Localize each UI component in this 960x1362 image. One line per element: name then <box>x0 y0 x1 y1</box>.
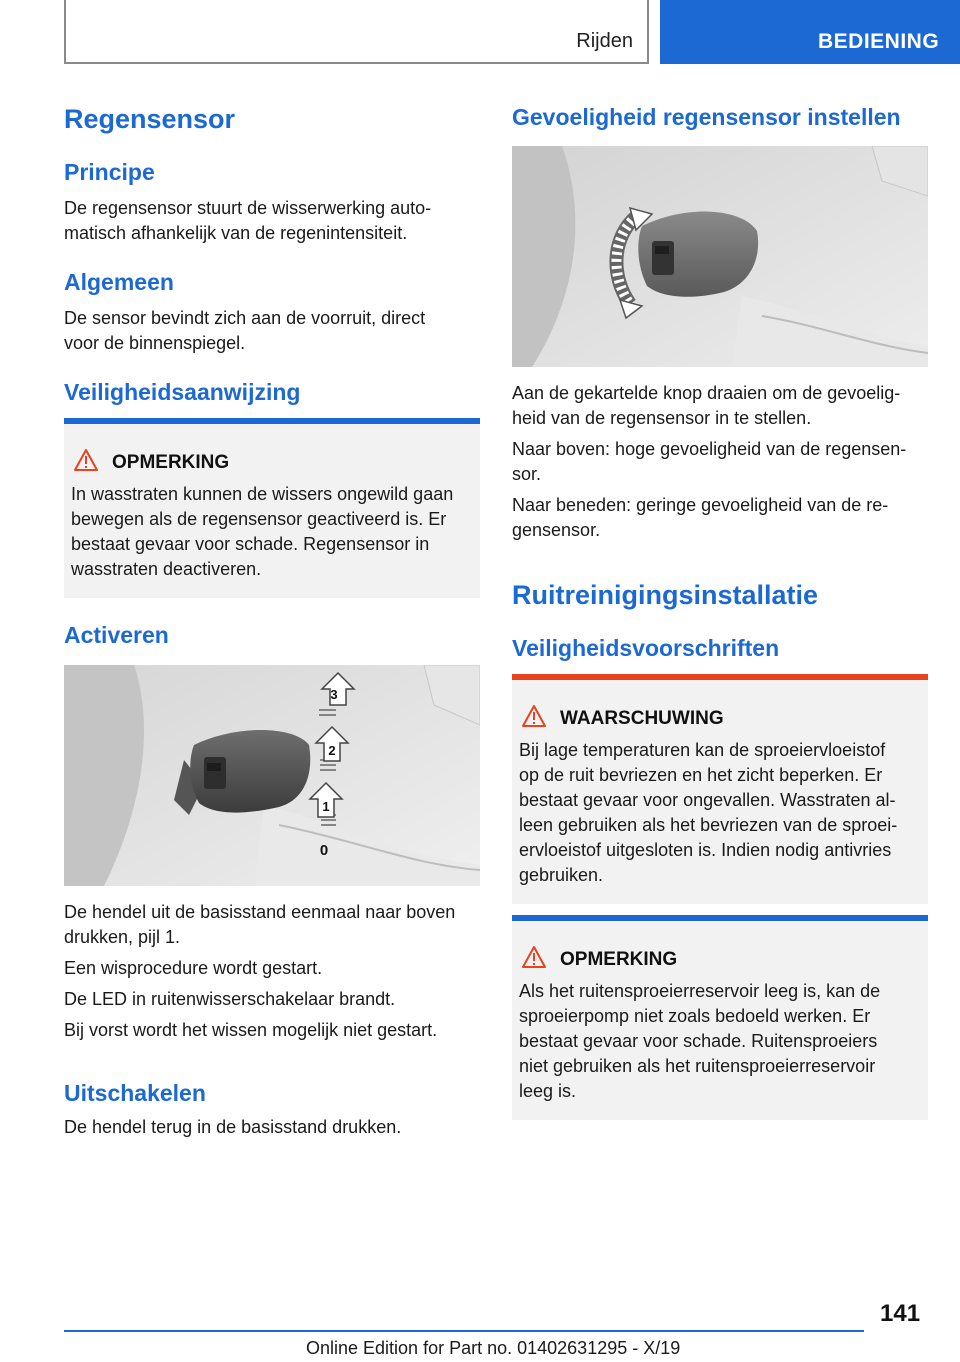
figure-arrow-label-1: 1 <box>322 799 330 814</box>
note-text: Bij lage temperaturen kan de sproeiervloeistof op de ruit bevriezen en het zicht beperken. Er bestaat gevaar voor ongevallen. Wasstraten al- leen gebruiken als het bevriezen van de sproei- ervloeistof uitgesloten is. Indien nodig antivries gebruiken. <box>519 740 898 885</box>
figure-position-label-0: 0 <box>319 842 329 859</box>
text-activeren-4: Bij vorst wordt het wissen mogelijk niet gestart. <box>64 1020 438 1040</box>
heading-uitschakelen: Uitschakelen <box>64 1080 206 1106</box>
section-title-ruitreinigingsinstallatie: Ruitreinigingsinstallatie <box>512 580 819 610</box>
warning-triangle-icon <box>521 945 547 969</box>
knob-illustration <box>512 146 928 367</box>
warning-triangle-icon <box>521 704 547 728</box>
note-label: OPMERKING <box>560 949 678 970</box>
text-activeren-3: De LED in ruitenwisserschakelaar brandt. <box>64 989 396 1009</box>
header-chapter: Rijden <box>576 30 633 52</box>
footer-rule <box>64 1330 864 1332</box>
heading-activeren: Activeren <box>64 622 169 648</box>
note-text: Als het ruitensproeierreservoir leeg is, kan de sproeierpomp niet zoals bedoeld werken. Er bestaat gevaar voor schade. Ruitensproeiers niet gebruiken als het ruitensproeierreservoir leeg is. <box>519 981 881 1101</box>
heading-veiligheidsvoorschriften: Veiligheidsvoorschriften <box>512 635 780 661</box>
text-gevoeligheid-2: Naar boven: hoge gevoeligheid van de regensen- sor. <box>512 439 907 484</box>
footer-edition: Online Edition for Part no. 01402631295 - X/19 <box>306 1338 681 1358</box>
lever-illustration <box>64 665 480 886</box>
header-section-tab: BEDIENING <box>660 0 960 64</box>
text-algemeen: De sensor bevindt zich aan de voorruit, direct voor de binnenspiegel. <box>64 308 426 353</box>
heading-principe: Principe <box>64 159 155 185</box>
page-number: 141 <box>880 1300 921 1327</box>
figure-arrow-label-2: 2 <box>328 743 336 758</box>
note-opmerking-wasstraten <box>64 418 480 598</box>
warning-triangle-icon <box>73 448 99 472</box>
note-text: In wasstraten kunnen de wissers ongewild gaan bewegen als de regensensor geactiveerd is. Er bestaat gevaar voor schade. Regensensor in wasstraten deactiveren. <box>71 484 454 579</box>
header-frame <box>64 0 649 64</box>
text-activeren-1: De hendel uit de basisstand eenmaal naar boven drukken, pijl 1. <box>64 902 456 947</box>
heading-algemeen: Algemeen <box>64 269 174 295</box>
heading-veiligheidsaanwijzing: Veiligheidsaanwijzing <box>64 379 301 405</box>
note-waarschuwing-bevriezen <box>512 674 928 904</box>
note-label: OPMERKING <box>112 452 230 473</box>
text-principe: De regensensor stuurt de wisserwerking auto- matisch afhankelijk van de regenintensiteit. <box>64 198 432 243</box>
figure-rain-sensor-lever <box>64 665 480 886</box>
figure-arrow-label-3: 3 <box>330 687 338 702</box>
text-gevoeligheid-1: Aan de gekartelde knop draaien om de gevoelig- heid van de regensensor in te stellen. <box>512 383 901 428</box>
text-uitschakelen: De hendel terug in de basisstand drukken. <box>64 1117 402 1137</box>
heading-gevoeligheid: Gevoeligheid regensensor instellen <box>512 104 901 130</box>
section-title-regensensor: Regensensor <box>64 104 236 134</box>
text-activeren-2: Een wisprocedure wordt gestart. <box>64 958 323 978</box>
note-opmerking-reservoir <box>512 915 928 1120</box>
text-gevoeligheid-3: Naar beneden: geringe gevoeligheid van de re- gensensor. <box>512 495 889 540</box>
note-label: WAARSCHUWING <box>560 708 724 729</box>
figure-sensitivity-knob <box>512 146 928 367</box>
